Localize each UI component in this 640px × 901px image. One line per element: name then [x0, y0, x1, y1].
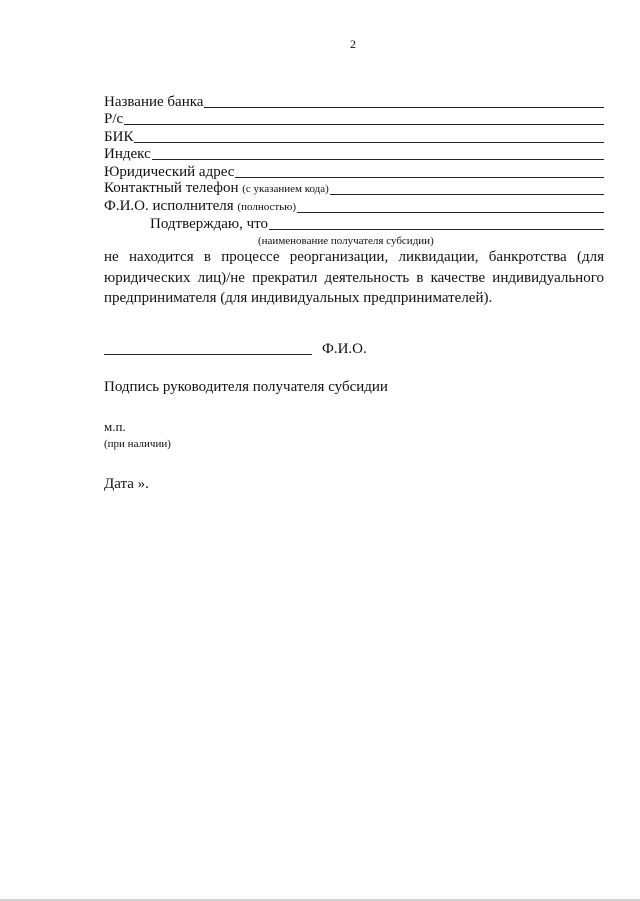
legal-address-field — [104, 162, 604, 180]
fill-line — [152, 159, 604, 160]
field-label: Ф.И.О. исполнителя (полностью) — [104, 197, 297, 214]
recipient-caption: (наименование получателя субсидии) — [258, 235, 434, 247]
fill-line — [297, 212, 604, 213]
fill-line — [204, 107, 604, 108]
account-field — [104, 110, 604, 128]
field-label: Индекс — [104, 146, 151, 162]
signature-line — [104, 354, 312, 355]
fill-line — [235, 177, 604, 178]
fill-line — [330, 194, 604, 195]
confirm-label: Подтверждаю, что — [150, 216, 269, 232]
field-note: (с указанием кода) — [242, 183, 329, 195]
field-label: БИК — [104, 128, 134, 145]
field-note: (полностью) — [237, 200, 297, 213]
executor-name-field — [104, 197, 604, 215]
bik-field — [104, 127, 604, 145]
index-field — [104, 145, 604, 163]
fill-line — [124, 124, 604, 125]
page-number: 2 — [350, 37, 356, 51]
field-label: Название банка — [104, 93, 204, 110]
fill-line — [269, 229, 604, 230]
bank-details-form — [104, 92, 604, 232]
confirm-field — [104, 215, 604, 233]
field-label: Юридический адрес — [104, 163, 235, 180]
phone-field — [104, 180, 604, 198]
statement-paragraph: не находится в процессе реорганизации, ликвидации, банкротства (для юридических лиц)/не прекратил деятельность в качестве индивидуального предпринимателя (для индивидуальных предпринимателей). — [104, 249, 604, 306]
stamp-label: м.п. — [104, 419, 126, 434]
stamp-note: (при наличии) — [104, 438, 171, 450]
date-label: Дата ». — [104, 476, 149, 492]
signature-caption: Подпись руководителя получателя субсидии — [104, 379, 388, 395]
bank-name-field — [104, 92, 604, 110]
fill-line — [134, 142, 604, 143]
field-label: Р/с — [104, 111, 124, 127]
field-label: Контактный телефон (с указанием кода) — [104, 180, 329, 196]
fio-label: Ф.И.О. — [322, 341, 367, 357]
